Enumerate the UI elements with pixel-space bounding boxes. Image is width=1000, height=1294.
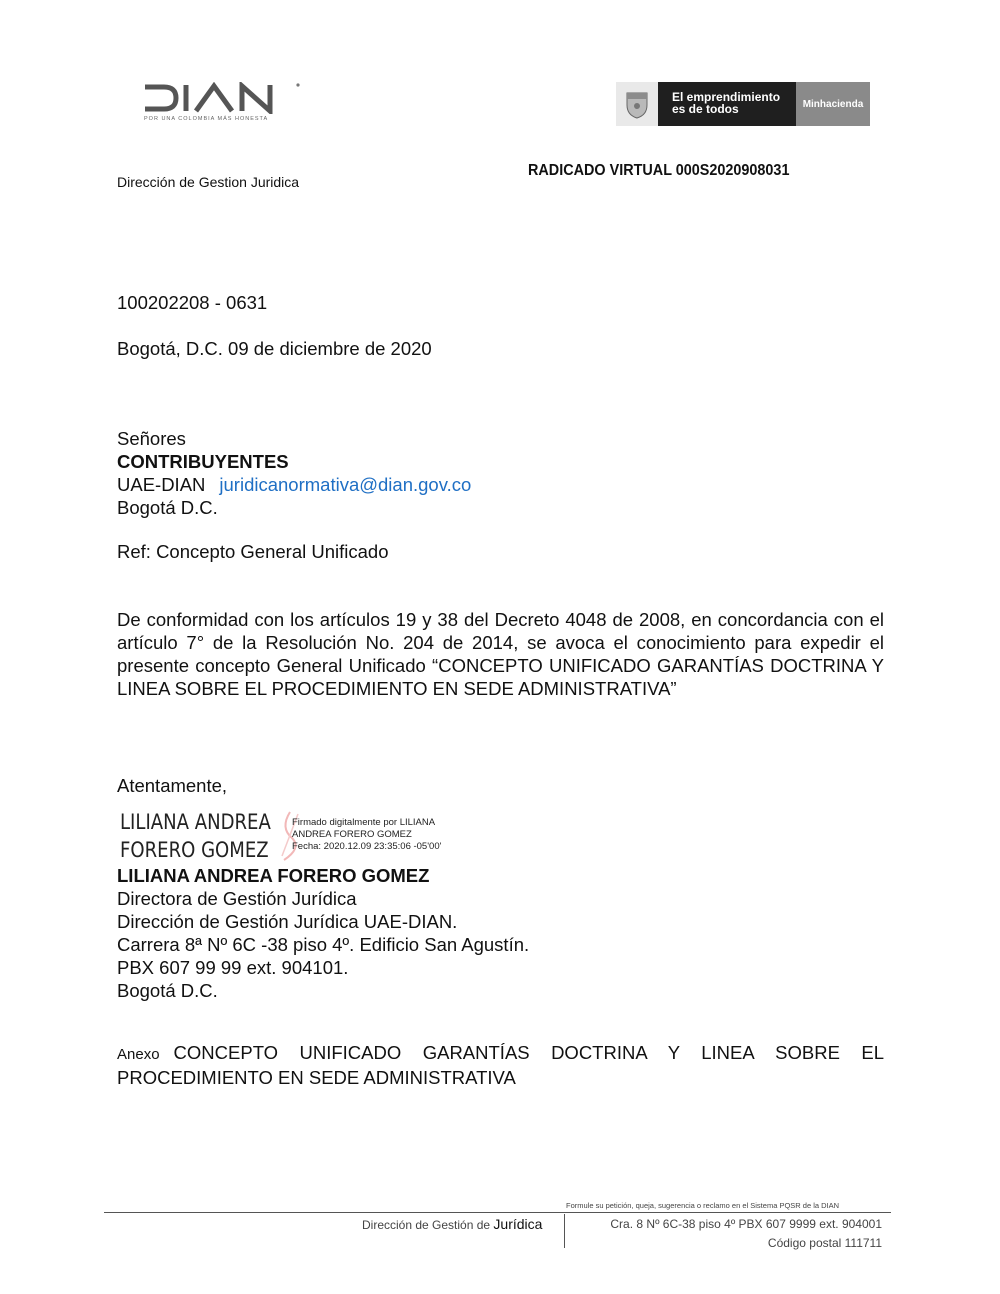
gov-logo-line1: El emprendimiento xyxy=(672,90,781,104)
recipient-city: Bogotá D.C. xyxy=(117,497,218,518)
body-paragraph: De conformidad con los artículos 19 y 38 del Decreto 4048 de 2008, en concordancia con el artículo 7° de la Resolución No. 204 de 2014, se avoca el conocimiento para expedir el presente concepto General Unificado “CONCEPTO UNIFICADO GARANTÍAS DOCTRINA Y LINEA SOBRE EL PROCEDIMIENTO EN SEDE ADMINISTRATIVA” xyxy=(117,609,884,699)
signer-block xyxy=(117,864,529,1002)
signer-name: LILIANA ANDREA FORERO GOMEZ xyxy=(117,865,430,886)
signer-office: Dirección de Gestión Jurídica UAE-DIAN. xyxy=(117,911,458,932)
signature-name-line1: LILIANA ANDREA xyxy=(120,810,271,834)
annex-text: CONCEPTO UNIFICADO GARANTÍAS DOCTRINA Y LINEA SOBRE EL PROCEDIMIENTO EN SEDE ADMINISTRATIVA xyxy=(117,1042,884,1088)
recipient-name: CONTRIBUYENTES xyxy=(117,451,289,472)
digital-signature xyxy=(120,808,460,864)
footer-note: Formule su petición, queja, sugerencia o reclamo en el Sistema PQSR de la DIAN xyxy=(566,1201,840,1210)
radicado-number: RADICADO VIRTUAL 000S2020908031 xyxy=(528,162,790,179)
recipient-org: UAE-DIAN xyxy=(117,474,206,495)
government-logo xyxy=(616,82,870,126)
footer-contact xyxy=(580,1215,882,1253)
recipient-salutation: Señores xyxy=(117,428,186,449)
footer-address: Cra. 8 Nº 6C-38 piso 4º PBX 607 9999 ext. 904001 xyxy=(610,1217,882,1231)
signature-name xyxy=(120,808,271,864)
dian-logo-mark xyxy=(142,82,302,114)
signer-phone: PBX 607 99 99 ext. 904101. xyxy=(117,957,349,978)
annex-label: Anexo xyxy=(117,1046,160,1063)
footer-vertical-divider xyxy=(564,1214,565,1248)
signature-info-line1: Firmado digitalmente por LILIANA xyxy=(292,817,436,828)
document-date: Bogotá, D.C. 09 de diciembre de 2020 xyxy=(117,338,432,359)
office-heading: Dirección de Gestion Juridica xyxy=(117,174,300,190)
signature-info-line2: ANDREA FORERO GOMEZ xyxy=(292,829,412,840)
gov-logo-slogan xyxy=(658,82,796,126)
signer-title: Directora de Gestión Jurídica xyxy=(117,888,357,909)
gov-logo-ministry: Minhacienda xyxy=(796,82,870,126)
reference-line: Ref: Concepto General Unificado xyxy=(117,541,389,562)
footer-office-prefix: Dirección de Gestión de xyxy=(362,1218,491,1232)
footer-divider xyxy=(104,1212,891,1213)
signer-city: Bogotá D.C. xyxy=(117,980,218,1001)
gov-logo-line2: es de todos xyxy=(672,102,739,116)
coat-of-arms-icon xyxy=(616,82,658,126)
dian-logo xyxy=(142,82,302,128)
signature-info xyxy=(292,817,441,853)
signer-address: Carrera 8ª Nº 6C -38 piso 4º. Edificio San Agustín. xyxy=(117,934,530,955)
annex xyxy=(117,1041,884,1089)
footer-office xyxy=(362,1216,542,1232)
recipient-email-link[interactable]: juridicanormativa@dian.gov.co xyxy=(219,474,472,495)
closing: Atentamente, xyxy=(117,775,228,796)
signature-name-line2: FORERO GOMEZ xyxy=(120,838,269,862)
document-number: 100202208 - 0631 xyxy=(117,292,268,313)
recipient-block xyxy=(117,427,471,519)
signature-date: Fecha: 2020.12.09 23:35:06 -05'00' xyxy=(292,841,442,852)
dian-tagline: POR UNA COLOMBIA MÁS HONESTA xyxy=(144,116,269,122)
recipient-org-line xyxy=(117,473,471,496)
footer-office-emphasis: Jurídica xyxy=(493,1216,543,1232)
footer-postal-code: Código postal 111711 xyxy=(767,1236,882,1250)
